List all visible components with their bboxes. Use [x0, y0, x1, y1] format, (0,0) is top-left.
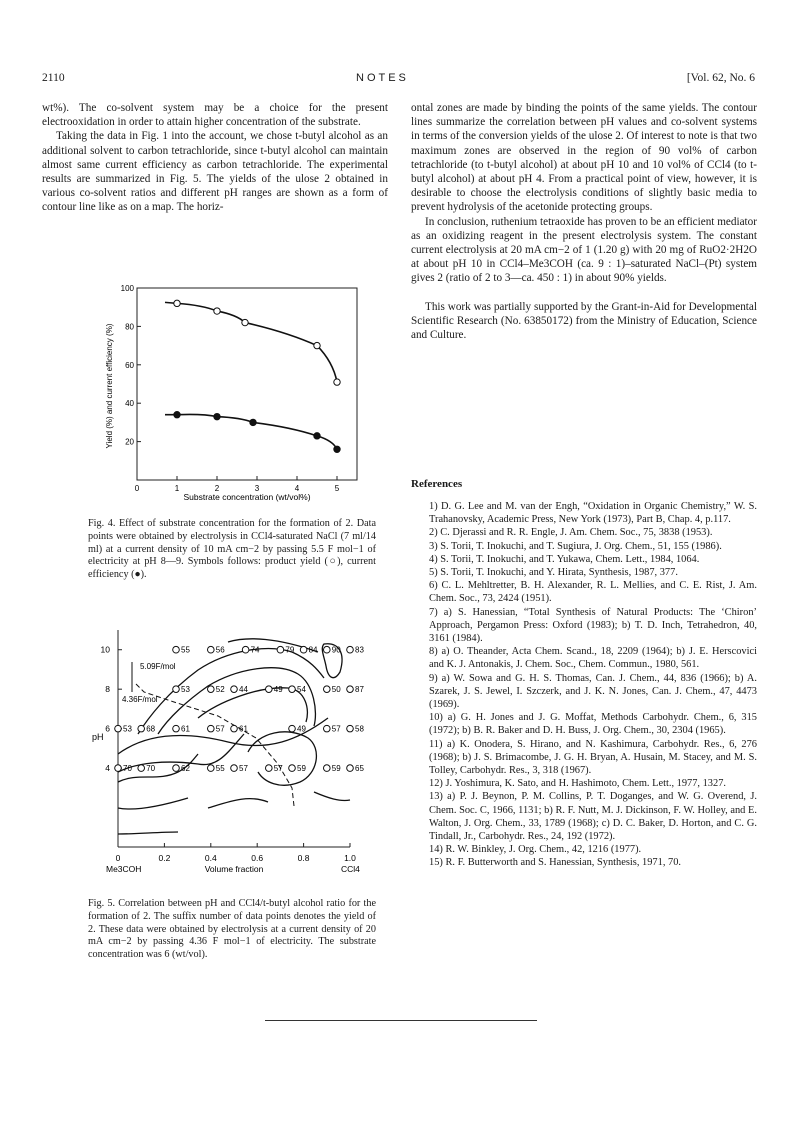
contour-line	[198, 688, 307, 722]
data-point	[173, 765, 180, 772]
data-point-label: 83	[355, 645, 364, 655]
reference-list	[411, 500, 757, 870]
data-point-label: 56	[215, 645, 225, 655]
data-point-label: 50	[331, 685, 341, 695]
data-point	[115, 725, 122, 732]
data-point	[231, 765, 238, 772]
section-title: NOTES	[356, 72, 409, 84]
contour-line	[248, 732, 316, 785]
data-point	[324, 725, 331, 732]
data-point	[208, 686, 215, 693]
right-column	[411, 101, 757, 342]
data-point	[214, 413, 220, 419]
contour-line	[118, 832, 178, 834]
plot-frame	[137, 288, 357, 480]
data-point	[324, 765, 331, 772]
x-axis-ticks	[116, 843, 357, 863]
data-point	[208, 646, 215, 653]
paragraph: wt%). The co-solvent system may be a choice for the present electrooxidation in order to attain higher concentration of the substrate.	[42, 102, 388, 129]
x-axis-label: Substrate concentration (wt/vol%)	[183, 492, 311, 502]
data-point	[173, 686, 180, 693]
data-point-label: 90	[331, 645, 341, 655]
data-point-label: 87	[355, 685, 364, 695]
data-point-label: 49	[297, 724, 306, 734]
data-points	[174, 300, 340, 452]
y-tick-label: 20	[125, 437, 134, 447]
data-point-label: 52	[215, 685, 225, 695]
annotation-5-09: 5.09F/mol	[140, 662, 176, 671]
y-axis-label: pH	[92, 732, 104, 742]
data-point	[231, 686, 238, 693]
x-axis-left-label: Me3COH	[106, 864, 142, 872]
references-section	[411, 478, 757, 870]
y-tick-label: 100	[120, 284, 134, 293]
reference-item: 12) J. Yoshimura, K. Sato, and H. Hashimoto, Chem. Lett., 1977, 1327.	[429, 778, 726, 790]
reference-item: 3) S. Torii, T. Inokuchi, and T. Sugiura, J. Org. Chem., 51, 155 (1986).	[429, 540, 722, 552]
y-tick-label: 40	[125, 399, 134, 409]
data-point-label: 59	[297, 764, 306, 774]
reference-item: 13) a) P. J. Beynon, P. M. Collins, P. T. Doganges, and W. G. Overend, J. Chem. Soc. C, 1966, 1131; b) R. F. Nutt, M. J. Dickinson, F. W. Holley, and E. Walton, J. Org. Chem., 33, 1789 (1968); c) D. C. Baker, D. Horton, and C. G. Tindall, Jr., Carbohydr. Res., 24, 192 (1972).	[429, 791, 757, 843]
data-point	[289, 686, 296, 693]
contour-line	[118, 798, 188, 809]
y-axis-label: Yield (%) and current efficiency (%)	[105, 323, 114, 449]
page-number: 2110	[42, 72, 65, 84]
data-point-label: 57	[215, 724, 225, 734]
data-point-label: 44	[239, 685, 248, 695]
reference-item: 10) a) G. H. Jones and J. G. Moffat, Methods Carbohydr. Chem., 6, 315 (1972); b) B. R. Baker and D. H. Buss, J. Org. Chem., 30, 2304 (1965).	[429, 712, 757, 737]
data-point-label: 79	[285, 645, 295, 655]
data-point	[231, 725, 238, 732]
data-point	[250, 419, 256, 425]
data-point	[266, 765, 273, 772]
reference-item: 4) S. Torii, T. Inokuchi, and T. Yukawa, Chem. Lett., 1984, 1064.	[429, 553, 700, 565]
data-point-label: 57	[273, 764, 283, 774]
paragraph: In conclusion, ruthenium tetraoxide has proven to be an efficient mediator as an oxidizing reagent in the present electrolysis system. The constant current electrolysis at 20 mA cm−2 of 1 (1.20 g) with 20 mg of RuO2·2H2O at about pH 10 in CCl4–Me3COH (ca. 9 : 1)–saturated NaCl–(Pt) system gives 2 (ratio of 2 to 3—ca. 450 : 1) in about 90% yields.	[411, 215, 757, 285]
data-point-label: 68	[146, 724, 156, 734]
x-tick-label: 0.8	[297, 853, 310, 863]
running-header	[0, 72, 793, 88]
x-axis-right-label: CCl4	[341, 864, 360, 872]
data-point-label: 70	[146, 764, 156, 774]
left-column	[42, 101, 388, 215]
data-point-label: 59	[331, 764, 341, 774]
data-point	[214, 308, 220, 314]
x-tick-label: 5	[334, 484, 340, 493]
x-tick-label: 0.2	[158, 853, 171, 863]
data-point	[138, 725, 145, 732]
data-point-label: 65	[355, 764, 364, 774]
data-point-label: 62	[181, 764, 190, 774]
data-point	[115, 765, 122, 772]
paragraph: ontal zones are made by binding the points of the same yields. The contour lines summarize the correlation between pH values and co-solvent systems in terms of the conversion yields of the ulose 2. Of interest to note is that two maximum zones are observed in the region of 90 vol% of carbon tetrachloride (to t-butyl alcohol) at about pH 10 and 10 vol% of CCl4 (to t-butyl alcohol) at about pH 4. From a practical point of view, however, it is desirable to choose the electrolysis conditions of slightly basic media to prevent hydrolysis of the acetonide protecting groups.	[411, 102, 757, 214]
x-axis-label: Volume fraction	[204, 864, 264, 872]
reference-item: 2) C. Djerassi and R. R. Engle, J. Am. Chem. Soc., 75, 3838 (1953).	[429, 527, 713, 539]
data-point-label: 84	[308, 645, 318, 655]
data-point-label: 61	[181, 724, 190, 734]
contour-line	[118, 718, 328, 754]
x-tick-label: 0.6	[251, 853, 264, 863]
data-point-label: 55	[215, 764, 225, 774]
paragraph: Taking the data in Fig. 1 into the account, we chose t-butyl alcohol as an additional solvent to carbon tetrachloride, since t-butyl alcohol can maintain almost same current efficiency as carbon tetrachloride. The experimental results are summarized in Fig. 5. The yields of the ulose 2 obtained in various co-solvent ratios and different pH ranges are shown as a form of contour line like as on a map. The horiz-	[42, 130, 388, 214]
data-point	[277, 646, 284, 653]
x-tick-label: 1	[174, 484, 180, 493]
data-point-label: 61	[239, 724, 248, 734]
annotation-4-36: 4.36F/mol	[122, 695, 158, 704]
data-point	[289, 725, 296, 732]
data-point-label: 54	[297, 685, 306, 695]
data-point	[208, 725, 215, 732]
data-point	[138, 765, 145, 772]
reference-item: 5) S. Torii, T. Inokuchi, and Y. Hirata, Synthesis, 1987, 377.	[429, 567, 678, 579]
data-point	[324, 646, 331, 653]
y-tick-label: 8	[105, 684, 110, 695]
reference-item: 6) C. L. Mehltretter, B. H. Alexander, R. L. Mellies, and C. E. Rist, J. Am. Chem. Soc., 73, 2424 (1951).	[429, 580, 757, 605]
data-point	[347, 725, 354, 732]
x-tick-label: 0	[115, 853, 121, 863]
data-point	[242, 319, 248, 325]
reference-item: 11) a) K. Onodera, S. Hirano, and N. Kashimura, Carbohydr. Res., 6, 276 (1968); b) J. S. Brimacombe, J. G. H. Bryan, A. Husain, M. Stacey, and M. S. Tolley, Carbohydr. Res., 3, 318 (1967).	[429, 738, 757, 777]
data-point	[174, 300, 180, 306]
data-point	[324, 686, 331, 693]
y-tick-label: 4	[105, 763, 110, 774]
figure-4-caption: Fig. 4. Effect of substrate concentration for the formation of 2. Data points were obtained by electrolysis in CCl4-saturated NaCl (7 ml/14 ml) at a current density of 10 mA cm−2 by passing 5.5 F mol−1 of electricity at pH 8—9. Symbols follows: product yield (○), current efficiency (●).	[88, 518, 376, 581]
reference-item: 7) a) S. Hanessian, “Total Synthesis of Natural Products: The ‘Chiron’ Approach, Pergamon Press: Oxford (1983); b) T. D. Inch, Tetrahedron, 40, 3161 (1984).	[429, 606, 757, 645]
x-axis-ticks	[135, 476, 340, 493]
y-tick-label: 60	[125, 360, 134, 370]
data-point	[174, 412, 180, 418]
y-tick-label: 80	[125, 322, 134, 332]
reference-item: 1) D. G. Lee and M. van der Engh, “Oxidation in Organic Chemistry,” W. S. Trahanovsky, Academic Press, New York (1973), Part B, Chap. 4, p.117.	[429, 501, 757, 526]
y-tick-label: 6	[105, 723, 110, 734]
data-point	[314, 433, 320, 439]
x-tick-label: 4	[294, 484, 300, 493]
data-point	[300, 646, 307, 653]
data-point-label: 53	[123, 724, 132, 734]
data-point	[334, 446, 340, 452]
data-point-label: 53	[181, 685, 190, 695]
figure-5-chart	[78, 622, 378, 872]
y-tick-label: 10	[100, 644, 110, 655]
x-tick-label: 2	[214, 484, 220, 493]
data-point	[208, 765, 215, 772]
data-point-label: 49	[273, 685, 283, 695]
data-point-label: 57	[239, 764, 248, 774]
x-tick-label: 0.4	[204, 853, 217, 863]
data-point-label: 57	[331, 724, 341, 734]
data-point	[266, 686, 273, 693]
y-axis-ticks	[121, 284, 141, 447]
data-point-label: 74	[250, 645, 260, 655]
data-point	[173, 646, 180, 653]
x-tick-label: 0	[134, 484, 140, 493]
yield-curve	[165, 302, 337, 382]
end-rule	[265, 1020, 537, 1021]
figure-4-chart	[100, 280, 370, 505]
data-point-label: 70	[123, 764, 132, 774]
reference-item: 9) a) W. Sowa and G. H. S. Thomas, Can. J. Chem., 44, 836 (1966); b) A. Szarek, J. S. Jewel, I. Szczerk, and J. K. N. Jones, Can. J. Chem., 47, 4473 (1969).	[429, 672, 757, 711]
x-tick-label: 1.0	[344, 853, 356, 863]
contour-line	[208, 799, 268, 808]
figure-5-caption: Fig. 5. Correlation between pH and CCl4/t-butyl alcohol ratio for the formation of 2. The suffix number of data points denotes the yield of 2. These data were obtained by electrolysis at a current density of 20 mA cm−2 by passing 4.36 F mol−1 of electricity. The substrate concentration was 6 (wt/vol).	[88, 898, 376, 961]
references-title: References	[411, 478, 463, 490]
data-point	[289, 765, 296, 772]
data-point-label: 55	[181, 645, 190, 655]
data-point	[173, 725, 180, 732]
contour-line	[314, 792, 350, 801]
data-point	[347, 686, 354, 693]
reference-item: 14) R. W. Binkley, J. Org. Chem., 42, 1216 (1977).	[429, 844, 642, 856]
data-point	[347, 646, 354, 653]
data-point-label: 58	[355, 724, 364, 734]
data-point	[334, 379, 340, 385]
x-tick-label: 3	[254, 484, 260, 493]
acknowledgement: This work was partially supported by the Grant-in-Aid for Developmental Scientific Research (No. 63850172) from the Ministry of Education, Science and Culture.	[411, 300, 757, 342]
volume-label: [Vol. 62, No. 6	[686, 72, 755, 84]
reference-item: 15) R. F. Butterworth and S. Hanessian, Synthesis, 1971, 70.	[429, 857, 681, 869]
data-point	[242, 646, 249, 653]
reference-item: 8) a) O. Theander, Acta Chem. Scand., 18, 2209 (1964); b) J. E. Herscovici and K. J. Antonakis, J. Chem. Soc., Chem. Commun., 1980, 561.	[429, 646, 757, 671]
data-point	[347, 765, 354, 772]
data-point	[314, 342, 320, 348]
